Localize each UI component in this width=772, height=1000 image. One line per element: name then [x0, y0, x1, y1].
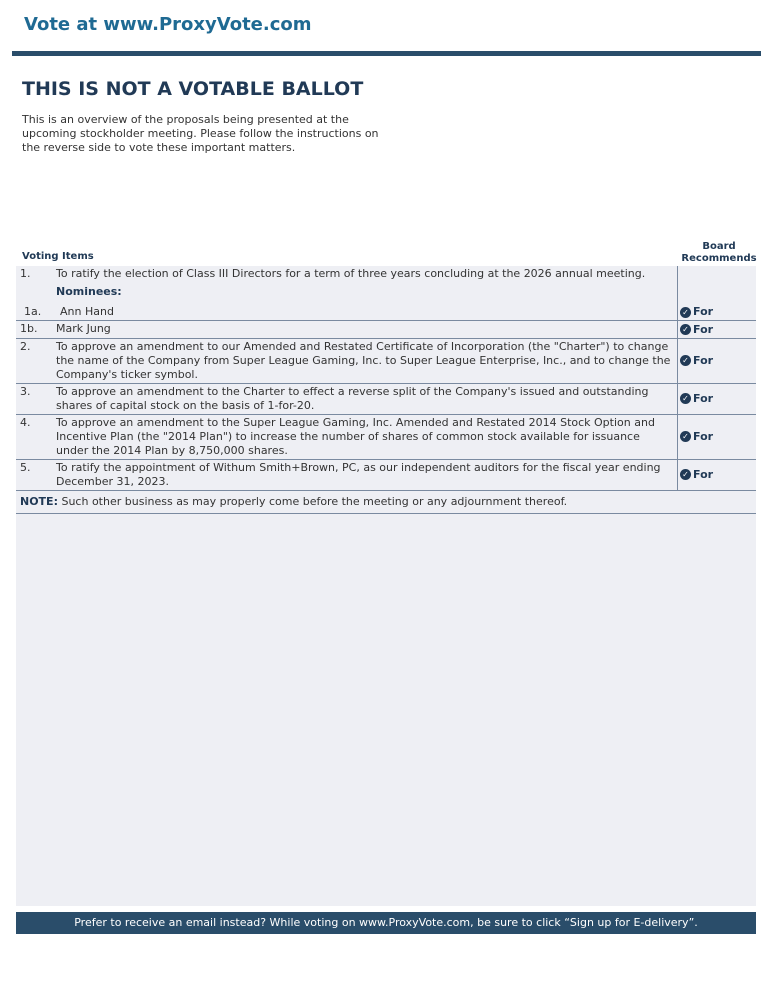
- board-recommendation: [678, 266, 757, 321]
- header-divider: [12, 51, 761, 56]
- check-circle-icon: ✓: [680, 307, 691, 318]
- voting-items-table: [16, 266, 756, 514]
- board-recommendation: [678, 459, 757, 490]
- recommendation-label: For: [693, 353, 714, 367]
- nominees-label: Nominees:: [56, 285, 122, 298]
- check-circle-icon: ✓: [680, 431, 691, 442]
- board-recommendation: [678, 414, 757, 459]
- item-number: 3.: [16, 383, 56, 414]
- intro-text: This is an overview of the proposals being presented at the upcoming stockholder meeting. Please follow the instructions on the reverse side to vote these important matters.: [22, 113, 379, 154]
- item-number: 4.: [16, 414, 56, 459]
- item-description: To ratify the election of Class III Directors for a term of three years concluding at the 2026 annual meeting.: [56, 267, 646, 280]
- board-recommends-header: Board Recommends: [681, 241, 757, 264]
- item-number: 5.: [16, 459, 56, 490]
- check-circle-icon: ✓: [680, 355, 691, 366]
- table-row: [16, 266, 756, 321]
- table-row: [16, 414, 756, 459]
- table-row: [16, 338, 756, 383]
- item-text: To approve an amendment to the Super League Gaming, Inc. Amended and Restated 2014 Stock Option and Incentive Plan (the "2014 Plan") to increase the number of shares of common stock available for issuance under the 2014 Plan by 8,750,000 shares.: [56, 414, 678, 459]
- recommendation-label: For: [693, 429, 714, 443]
- board-recommendation: [678, 383, 757, 414]
- board-recommendation: [678, 321, 757, 339]
- voting-items-header: Voting Items: [22, 251, 94, 262]
- page-title: THIS IS NOT A VOTABLE BALLOT: [22, 78, 364, 100]
- board-recommendation: [678, 338, 757, 383]
- item-text: To approve an amendment to our Amended and Restated Certificate of Incorporation (the "Charter") to change the name of the Company from Super League Gaming, Inc. to Super League Enterprise, Inc., and to change the Company's ticker symbol.: [56, 338, 678, 383]
- item-text: Mark Jung: [56, 321, 678, 339]
- table-row: [16, 321, 756, 339]
- note-row: [16, 490, 756, 513]
- vote-url-header[interactable]: Vote at www.ProxyVote.com: [24, 14, 312, 35]
- item-number: 1.: [16, 266, 56, 321]
- table-row: [16, 459, 756, 490]
- nominee-name: Ann Hand: [60, 305, 114, 318]
- item-text: To approve an amendment to the Charter to effect a reverse split of the Company's issued and outstanding shares of capital stock on the basis of 1-for-20.: [56, 383, 678, 414]
- check-circle-icon: ✓: [680, 324, 691, 335]
- item-number: 1b.: [16, 321, 56, 339]
- note-label: NOTE:: [20, 494, 58, 508]
- note-text: Such other business as may properly come before the meeting or any adjournment thereof.: [57, 494, 568, 508]
- check-circle-icon: ✓: [680, 393, 691, 404]
- edelivery-footer: Prefer to receive an email instead? While voting on www.ProxyVote.com, be sure to click “Sign up for E-delivery”.: [16, 912, 756, 934]
- item-text: [24, 266, 678, 321]
- item-number: 2.: [16, 338, 56, 383]
- recommendation-label: For: [693, 305, 714, 318]
- recommendation-label: For: [693, 467, 714, 481]
- recommendation-label: For: [693, 391, 714, 405]
- recommendation-label: For: [693, 322, 714, 336]
- item-text: To ratify the appointment of Withum Smith+Brown, PC, as our independent auditors for the fiscal year ending December 31, 2023.: [56, 459, 678, 490]
- item-number: 1a.: [24, 305, 42, 318]
- table-row: [16, 383, 756, 414]
- check-circle-icon: ✓: [680, 469, 691, 480]
